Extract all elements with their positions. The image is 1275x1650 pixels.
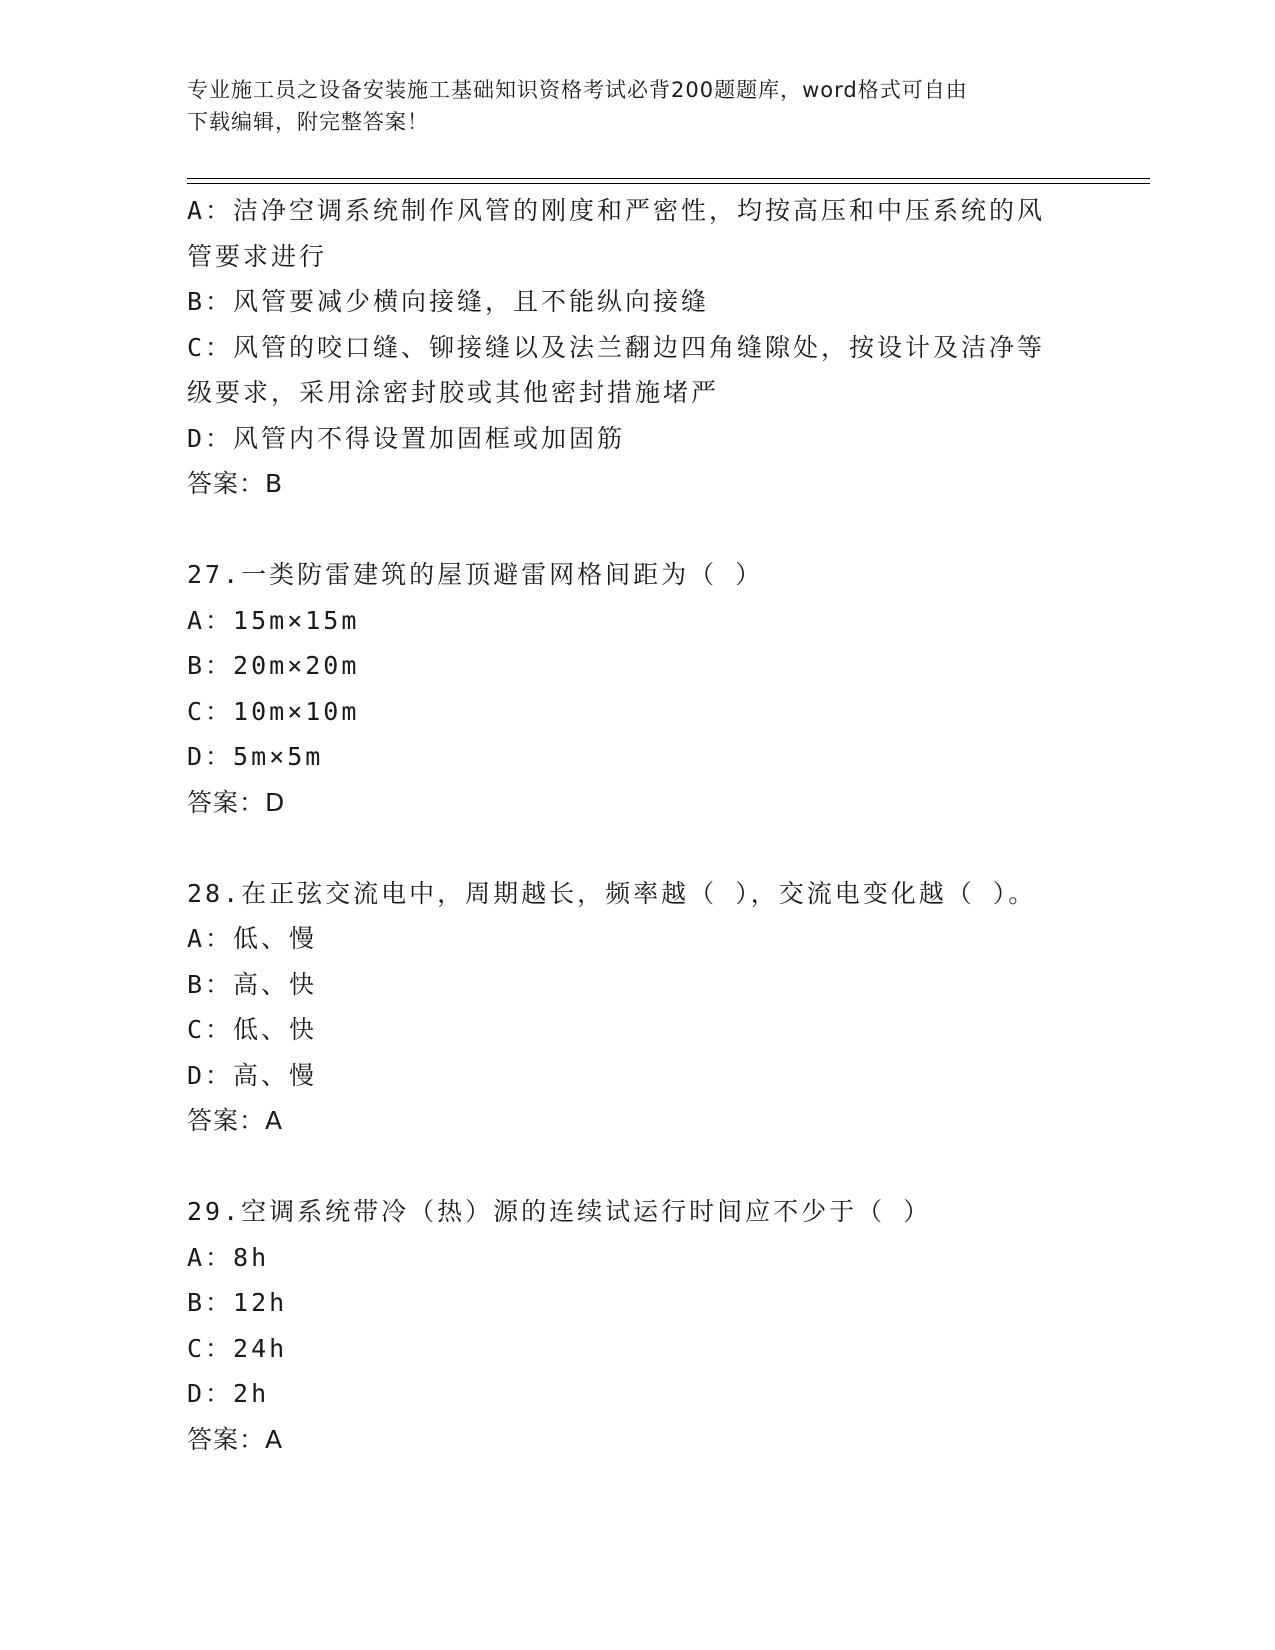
option-a: A：8h — [187, 1242, 270, 1272]
header-line-2: 下载编辑，附完整答案！ — [187, 110, 429, 134]
option-c: C：10m×10m — [187, 696, 360, 726]
option-b: B：高、快 — [187, 969, 318, 999]
answer: 答案：A — [187, 1424, 284, 1454]
option-a: A：低、慢 — [187, 924, 318, 953]
option-b: B：风管要减少横向接缝，且不能纵向接缝 — [187, 287, 710, 316]
answer: 答案：A — [187, 1106, 284, 1135]
question-text: 28.在正弦交流电中，周期越长，频率越（ ），交流电变化越（ ）。 — [187, 878, 1037, 908]
spacer — [187, 825, 1087, 871]
option-c-line-1: C：风管的咬口缝、铆接缝以及法兰翻边四角缝隙处，按设计及洁净等 — [187, 332, 1046, 362]
header-divider-bottom — [187, 183, 1150, 184]
question-text: 27.一类防雷建筑的屋顶避雷网格间距为（ ） — [187, 560, 764, 589]
document-header — [187, 74, 1067, 138]
header-line-1: 专业施工员之设备安装施工基础知识资格考试必背200题题库，word格式可自由 — [187, 78, 968, 102]
question-block-29 — [187, 1189, 1087, 1462]
spacer — [187, 507, 1087, 553]
question-block-27 — [187, 552, 1087, 825]
option-a-line-1: A：洁净空调系统制作风管的刚度和严密性，均按高压和中压系统的风 — [187, 196, 1046, 225]
header-divider-top — [187, 178, 1150, 179]
option-b: B：12h — [187, 1288, 288, 1317]
option-a-line-2: 管要求进行 — [187, 241, 328, 271]
option-d: D：5m×5m — [187, 742, 324, 771]
option-c: C：24h — [187, 1333, 288, 1363]
option-d: D：高、慢 — [187, 1060, 318, 1090]
answer: 答案：B — [187, 469, 284, 498]
question-block-26 — [187, 188, 1087, 507]
option-c: C：低、快 — [187, 1015, 318, 1044]
option-d: D：2h — [187, 1379, 270, 1408]
option-c-line-2: 级要求，采用涂密封胶或其他密封措施堵严 — [187, 378, 720, 407]
question-text: 29.空调系统带冷（热）源的连续试运行时间应不少于（ ） — [187, 1197, 932, 1226]
option-d: D：风管内不得设置加固框或加固筋 — [187, 423, 626, 453]
spacer — [187, 1144, 1087, 1190]
question-block-28 — [187, 871, 1087, 1144]
option-a: A：15m×15m — [187, 605, 360, 635]
question-list — [187, 188, 1087, 1462]
answer: 答案：D — [187, 787, 286, 817]
option-b: B：20m×20m — [187, 651, 360, 680]
